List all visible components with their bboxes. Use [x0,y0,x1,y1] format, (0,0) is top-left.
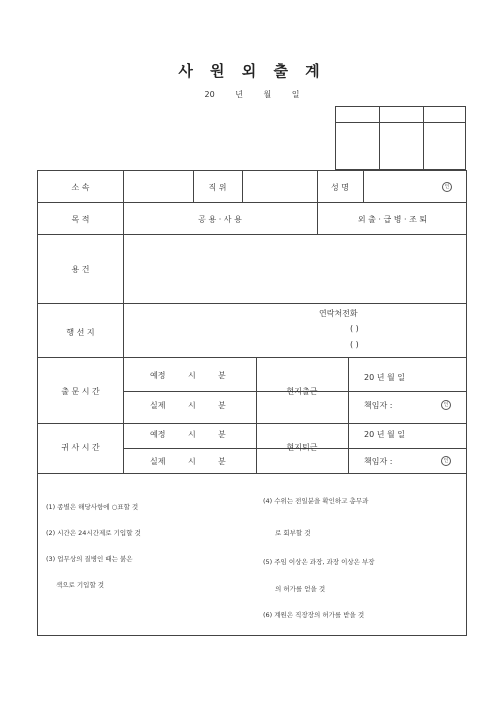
return-date-line: 20 년 월 일 [364,430,405,439]
date-year: 20 [204,90,215,99]
label-return-time: 귀 사 시 간 [61,443,100,452]
return-scheduled-minute: 분 [218,430,226,439]
return-scheduled: 예정 [150,430,166,439]
purpose-options-right: 외 출 · 급 병 · 조 퇴 [357,215,428,224]
contact-paren-2: ( ) [350,340,359,349]
seal-return: 인 [441,456,451,466]
departure-scheduled-hour: 시 [188,371,196,380]
note-5-cont: 의 허가를 얻을 것 [275,585,326,593]
return-actual-hour: 시 [188,457,196,466]
label-position: 직 위 [208,183,227,192]
note-4-cont: 로 회부할 것 [275,529,311,537]
note-5: (5) 주임 이상은 과장, 과장 이상은 부장 [263,558,375,566]
note-3-cont: 색으로 기입할 것 [56,581,105,589]
document-title: 사 원 외 출 계 [178,62,326,80]
return-actual-minute: 분 [218,457,226,466]
return-manager: 책임자 : [364,457,393,466]
seal-name: 인 [442,182,452,192]
seal-departure: 인 [441,400,451,410]
departure-scheduled: 예정 [150,371,166,380]
note-6: (6) 계원은 직장장의 허가를 받을 것 [263,611,365,619]
date-month-label: 월 [263,90,272,99]
departure-actual: 실제 [150,401,166,410]
departure-date-line: 20 년 월 일 [364,373,405,382]
document-date [0,89,504,100]
note-1: (1) 종별은 해당사항에 ○표할 것 [46,503,139,511]
purpose-options-left: 공 용 · 사 용 [198,215,242,224]
note-4: (4) 수위는 전일분을 확인하고 총무과 [263,497,369,505]
label-purpose: 목 적 [71,215,90,224]
label-destination: 행 선 지 [66,328,95,337]
return-actual: 실제 [150,457,166,466]
departure-actual-minute: 분 [218,401,226,410]
departure-actual-hour: 시 [188,401,196,410]
label-onsite-departure: 현지출근 [286,387,318,396]
label-onsite-return: 현지퇴근 [286,443,318,452]
departure-manager: 책임자 : [364,401,393,410]
departure-scheduled-minute: 분 [218,371,226,380]
note-3: (3) 업무상의 질병인 때는 붉은 [46,555,133,563]
return-scheduled-hour: 시 [188,430,196,439]
date-day-label: 일 [291,90,300,99]
approval-boxes [335,106,466,170]
date-year-label: 년 [235,90,243,99]
label-business: 용 건 [71,265,90,274]
contact-label: 연락처전화 [319,309,358,318]
label-affiliation: 소 속 [71,183,90,192]
label-name: 성 명 [331,183,349,192]
contact-paren-1: ( ) [350,324,359,333]
note-2: (2) 시간은 24시간제로 기입할 것 [46,529,141,537]
outing-form [37,170,467,636]
label-departure-time: 출 문 시 간 [61,387,100,396]
